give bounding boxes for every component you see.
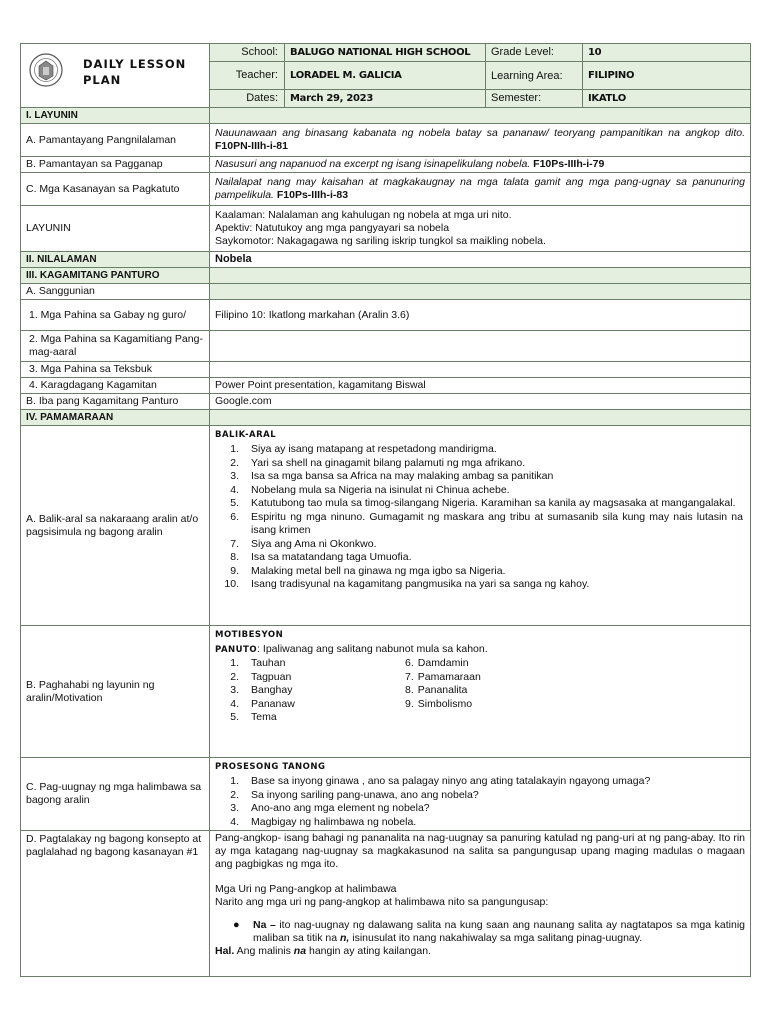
row-label: LAYUNIN bbox=[21, 206, 210, 252]
row-label: A. Balik-aral sa nakaraang aralin at/o pagsisimula ng bagong aralin bbox=[21, 426, 210, 626]
school-label: School: bbox=[210, 44, 285, 62]
semester-label: Semester: bbox=[486, 90, 583, 108]
list-item: 3. Banghay bbox=[230, 684, 293, 696]
list-item: 3. Isa sa mga bansa sa Africa na may malaking ambag sa panitikan bbox=[230, 470, 554, 482]
list-item: 8. Isa sa matatandang taga Umuofia. bbox=[230, 551, 412, 563]
list-item: 4. Pananaw bbox=[230, 697, 295, 710]
row-karagdagang-kagamitan: 4. Karagdagang Kagamitan Power Point presentation, kagamitang Biswal bbox=[21, 378, 751, 394]
motibesyon-title: MOTIBESYON bbox=[215, 630, 284, 640]
section-kagamitan: III. KAGAMITANG PANTURO bbox=[21, 268, 751, 284]
prosesong-tanong-list bbox=[215, 775, 745, 829]
motibesyon-list-left bbox=[215, 657, 405, 725]
row-label: B. Paghahabi ng layunin ng aralin/Motivation bbox=[21, 626, 210, 758]
list-item: 4. Nobelang mula sa Nigeria na isinulat ni Chinua achebe. bbox=[230, 483, 510, 496]
row-label: C. Mga Kasanayan sa Pagkatuto bbox=[21, 173, 210, 206]
header-logo-cell bbox=[21, 44, 210, 108]
teacher-value: LORADEL M. GALICIA bbox=[285, 62, 486, 90]
list-item: 9. Simbolismo bbox=[405, 697, 473, 710]
list-item: 6. Damdamin bbox=[405, 657, 469, 669]
row-label: D. Pagtalakay ng bagong konsepto at paglalahad ng bagong kasanayan #1 bbox=[21, 831, 210, 977]
list-item: 2. Yari sa shell na ginagamit bilang palamuti ng mga afrikano. bbox=[230, 456, 526, 469]
list-item: 1. Tauhan bbox=[230, 657, 286, 669]
list-item: 6. Espiritu ng mga ninuno. Gumagamit ng maskara ang tribu at sumasanib sila kung may nais lutasin na isang krimen bbox=[230, 510, 743, 536]
row-layunin bbox=[21, 206, 751, 252]
header-table bbox=[20, 43, 751, 108]
pang-angkop-definition: Pang-angkop- isang bahagi ng pananalita na nag-uugnay sa panuring katulad ng pang-uri at ng pang-abay. Ito rin ay mga katagang nag-uugnay sa magkakasunod na salita sa pangungusap upang maging madulas o magaan ang pagbigkas ng mga ito. bbox=[215, 832, 745, 870]
row-kagamitang-mag-aaral: 2. Mga Pahina sa Kagamitiang Pang-mag-aaral bbox=[21, 331, 751, 362]
motibesyon-lists bbox=[215, 657, 745, 725]
list-item: 1. Base sa inyong ginawa , ano sa palagay ninyo ang ating tatalakayin ngayong umaga? bbox=[230, 775, 651, 787]
section-nilalaman: II. NILALAMAN Nobela bbox=[21, 252, 751, 268]
list-item: 3. Ano-ano ang mga element ng nobela? bbox=[230, 802, 430, 814]
row-kasanayan bbox=[21, 173, 751, 206]
row-value: Nasusuri ang napanuod na excerpt ng isang isinapelikulang nobela. F10Ps-IIIh-i-79 bbox=[210, 157, 751, 173]
balik-aral-list bbox=[215, 443, 745, 592]
grade-label: Grade Level: bbox=[486, 44, 583, 62]
body-table bbox=[20, 107, 751, 977]
area-label: Learning Area: bbox=[486, 62, 583, 90]
row-motivation bbox=[21, 626, 751, 758]
row-value: Kaalaman: Nalalaman ang kahulugan ng nobela at mga uri nito. Apektiv: Natutukoy ang mga pangyayari sa nobela Saykomotor: Nakagagawa ng sariling iskrip tungkol sa maikling nobela. bbox=[210, 206, 751, 252]
nilalaman-value: Nobela bbox=[210, 252, 751, 268]
row-pagtalakay bbox=[21, 831, 751, 977]
list-item: 5. Katutubong tao mula sa timog-silangang Nigeria. Karamihan sa kanila ay magsasaka at mangangalakal. bbox=[230, 497, 736, 509]
row-pamantayan-pagganap bbox=[21, 157, 751, 173]
dates-value: March 29, 2023 bbox=[285, 90, 486, 108]
row-pamantayang-pangnilalaman bbox=[21, 124, 751, 157]
semester-value: IKATLO bbox=[583, 90, 751, 108]
row-balik-aral bbox=[21, 426, 751, 626]
document-title: DAILY LESSON PLAN bbox=[83, 57, 187, 87]
row-teksbuk: 3. Mga Pahina sa Teksbuk bbox=[21, 362, 751, 378]
row-iba-pang-kagamitan: B. Iba pang Kagamitang Panturo Google.com bbox=[21, 394, 751, 410]
bullet-icon: ● bbox=[233, 919, 240, 931]
row-label: B. Pamantayan sa Pagganap bbox=[21, 157, 210, 173]
area-value: FILIPINO bbox=[583, 62, 751, 90]
row-label: C. Pag-uugnay ng mga halimbawa sa bagong aralin bbox=[21, 758, 210, 831]
list-item: 7. Siya ang Ama ni Okonkwo. bbox=[230, 537, 377, 550]
motibesyon-list-right bbox=[405, 657, 595, 725]
row-value: Nailalapat nang may kaisahan at magkakaugnay na mga talata gamit ang mga pang-ugnay sa panunuring pampelikula. F10Ps-IIIh-i-83 bbox=[210, 173, 751, 206]
section-pamamaraan: IV. PAMAMARAAN bbox=[21, 410, 751, 426]
list-item: 2. Tagpuan bbox=[230, 670, 292, 683]
halimbawa: Hal. Ang malinis na hangin ay ating kailangan. bbox=[215, 945, 431, 957]
list-item: 8. Pananalita bbox=[405, 684, 468, 696]
list-item: 7. Pamamaraan bbox=[405, 670, 481, 683]
list-item: 9. Malaking metal bell na ginawa ng mga igbo sa Nigeria. bbox=[230, 564, 506, 577]
list-item: 1. Siya ay isang matapang at respetadong mandirigma. bbox=[230, 443, 497, 455]
list-item: 10. Isang tradisyunal na kagamitang pangmusika na yari sa sanga ng kahoy. bbox=[224, 578, 590, 590]
row-sanggunian: A. Sanggunian bbox=[21, 284, 751, 300]
uri-heading: Mga Uri ng Pang-angkop at halimbawa bbox=[215, 883, 397, 895]
row-value bbox=[210, 626, 751, 758]
lesson-plan bbox=[20, 43, 750, 977]
row-gabay-guro: 1. Mga Pahina sa Gabay ng guro/ Filipino 10: Ikatlong markahan (Aralin 3.6) bbox=[21, 300, 751, 331]
teacher-label: Teacher: bbox=[210, 62, 285, 90]
row-value bbox=[210, 758, 751, 831]
school-value: BALUGO NATIONAL HIGH SCHOOL bbox=[285, 44, 486, 62]
row-pag-uugnay bbox=[21, 758, 751, 831]
deped-seal-icon bbox=[29, 50, 63, 90]
dates-label: Dates: bbox=[210, 90, 285, 108]
section-layunin: I. LAYUNIN bbox=[21, 108, 751, 124]
list-item: 5. Tema bbox=[230, 711, 277, 723]
narito-text: Narito ang mga uri ng pang-angkop at halimbawa nito sa pangungusap: bbox=[215, 896, 549, 908]
panuto: PANUTO: Ipaliwanag ang salitang nabunot mula sa kahon. bbox=[215, 643, 488, 655]
balik-aral-title: BALIK-ARAL bbox=[215, 430, 277, 440]
row-value: Nauunawaan ang binasang kabanata ng nobela batay sa pananaw/ teoryang pampanitikan na angkop dito. F10PN-IIIh-i-81 bbox=[210, 124, 751, 157]
row-label: A. Pamantayang Pangnilalaman bbox=[21, 124, 210, 157]
list-item: 4. Magbigay ng halimbawa ng nobela. bbox=[230, 815, 417, 828]
row-value bbox=[210, 426, 751, 626]
na-bullet: ● Na – ito nag-uugnay ng dalawang salita na kung saan ang naunang salita ay nagtatapos sa mga katinig maliban sa titik na n, isinusulat ito nang nakahiwalay sa mga salitang pinag-uugnay. bbox=[233, 919, 745, 944]
list-item: 2. Sa inyong sariling pang-unawa, ano ang nobela? bbox=[230, 788, 479, 801]
grade-value: 10 bbox=[583, 44, 751, 62]
row-value bbox=[210, 831, 751, 977]
prosesong-tanong-title: PROSESONG TANONG bbox=[215, 762, 326, 772]
